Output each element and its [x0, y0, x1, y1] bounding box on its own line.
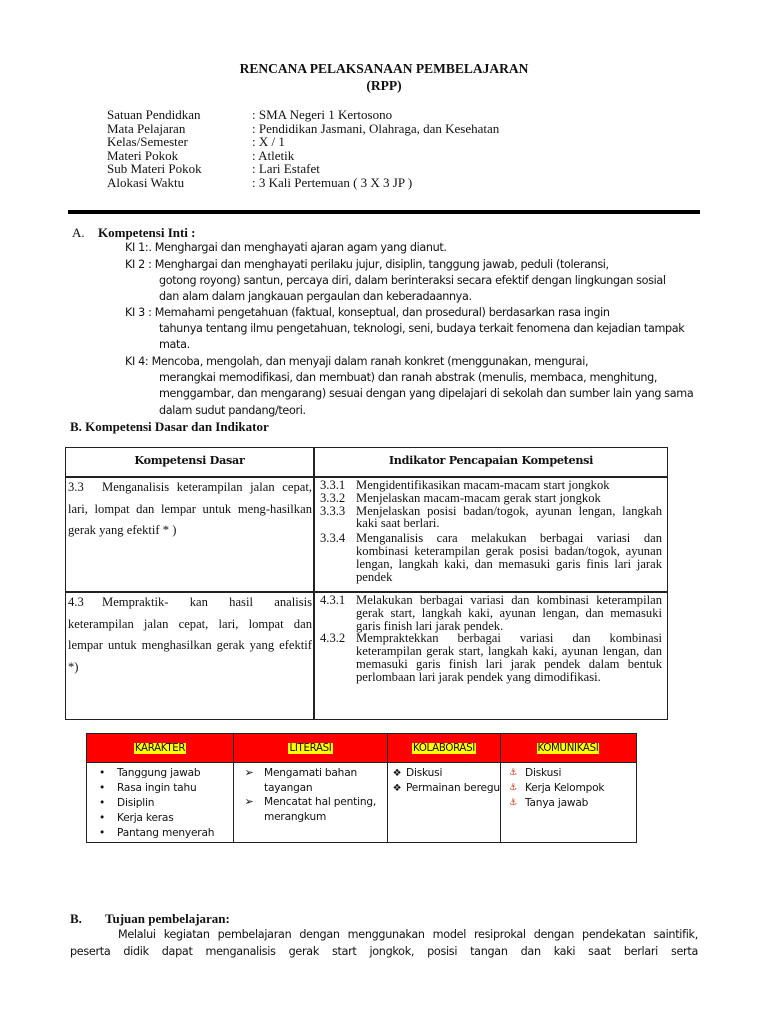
section-b-heading: B. Kompetensi Dasar dan Indikator [70, 419, 269, 434]
ki-text: Memahami pengetahuan (faktual, konseptual, dan prosedural) berdasarkan rasa ingin [154, 306, 610, 319]
ki-label: KI 2 : [125, 258, 152, 271]
kolaborasi-list [388, 766, 500, 796]
indicator-item [320, 479, 662, 492]
indicator-item [320, 505, 662, 531]
arrow-bullet-icon: ➢ [244, 766, 254, 779]
identity-row [107, 135, 499, 149]
anchor-bullet-icon: ⚓ [509, 798, 517, 808]
bullet-icon: • [98, 797, 106, 809]
ki-label: KI 3 : [125, 306, 152, 319]
list-item-text: Kerja Kelompok [525, 782, 605, 794]
ki-text: Mencoba, mengolah, dan menyaji dalam ranah konkret (menggunakan, mengurai, [151, 355, 589, 368]
column-literasi [234, 734, 388, 842]
column-header-karakter: KARAKTER [134, 743, 186, 754]
list-item-text: Tanya jawab [525, 797, 589, 809]
identity-block [107, 108, 499, 190]
ki-text: Menghargai dan menghayati perilaku jujur, disiplin, tanggung jawab, peduli (toleransi, [154, 258, 609, 271]
list-item [501, 781, 635, 796]
ki-text: Menghargai dan menghayati ajaran agam yang dianut. [154, 241, 447, 254]
identity-label: Alokasi Waktu [107, 174, 185, 190]
section-letter: A. [72, 225, 85, 240]
column-karakter [87, 734, 234, 842]
list-item [234, 795, 387, 824]
indicator-text: Melakukan berbagai variasi dan kombinasi keterampilan gerak start, langkah kaki, ayunan lengan, dan memasuki garis finish lari jarak pendek. [356, 593, 662, 633]
bullet-icon: • [98, 767, 106, 779]
indicator-cell [320, 594, 662, 684]
anchor-bullet-icon: ⚓ [509, 783, 517, 793]
indicator-number: 3.3.1 [320, 478, 346, 492]
list-item-text: Permainan beregu [406, 782, 500, 794]
diamond-bullet-icon: ❖ [392, 768, 402, 779]
kd-text: Menganalisis keterampilan jalan cepat, lari, lompat dan lempar untuk meng-hasilkan gerak yang efektif * ) [68, 480, 312, 537]
indicator-number: 3.3.4 [320, 531, 346, 546]
bullet-icon: • [98, 827, 106, 839]
anchor-bullet-icon: ⚓ [509, 768, 517, 778]
bullet-icon: • [98, 812, 106, 824]
identity-label: Materi Pokok [107, 147, 179, 163]
identity-row [107, 122, 499, 136]
ki-text-continued: merangkai memodifikasi, dan membuat) dan ranah abstrak (menulis, membaca, menghitung, menggambar, dan mengarang) sesuai dengan yang dipelajari di sekolah dan sumber lain yang sama dalam sudut pandang/teori. [159, 371, 694, 417]
indicator-item [320, 632, 662, 683]
ki-item-4 [125, 354, 695, 419]
indicator-item [320, 492, 662, 505]
column-header-kompetensi-dasar: Kompetensi Dasar [134, 453, 245, 467]
column-komunikasi [501, 734, 635, 842]
document-subtitle: (RPP) [366, 78, 402, 93]
karakter-list [87, 766, 233, 841]
identity-label: Satuan Pendidkan [107, 107, 201, 122]
ki-label: KI 1:. [125, 241, 152, 254]
column-kolaborasi [388, 734, 501, 842]
competency-table [65, 447, 668, 720]
identity-row [107, 162, 499, 176]
indicator-number: 4.3.1 [320, 593, 346, 607]
ki-item-1 [125, 240, 685, 256]
section-title: Tujuan pembelajaran: [105, 911, 230, 926]
list-item-text: Pantang menyerah [117, 827, 215, 839]
indicator-text: Menjelaskan posisi badan/togok, ayunan lengan, langkah kaki saat berlari. [356, 503, 662, 531]
section-a-heading [72, 225, 196, 241]
list-item [87, 781, 233, 796]
identity-value: : Pendidikan Jasmani, Olahraga, dan Kesehatan [252, 120, 500, 136]
kd-number: 4.3 [68, 595, 84, 609]
identity-row [107, 176, 499, 190]
identity-label: Kelas/Semester [107, 134, 188, 150]
identity-row [107, 149, 499, 163]
literasi-list [234, 766, 387, 824]
column-header-kolaborasi: KOLABORASI [413, 743, 475, 754]
tujuan-heading [70, 911, 230, 927]
diamond-bullet-icon: ❖ [392, 783, 402, 794]
column-header-komunikasi: KOMUNIKASI [537, 743, 599, 754]
identity-row [107, 108, 499, 122]
indicator-number: 3.3.3 [320, 503, 346, 518]
indicator-text: Menganalisis cara melakukan berbagai variasi dan kombinasi keterampilan gerak posisi badan/togok, ayunan lengan, langkah kaki, dan memasuki garis finis lari jarak pendek [356, 531, 662, 584]
column-header-literasi: LITERASI [289, 743, 332, 754]
list-item-text: Rasa ingin tahu [117, 782, 197, 794]
identity-value: : 3 Kali Pertemuan ( 3 X 3 JP ) [252, 174, 413, 190]
indicator-number: 3.3.2 [320, 490, 346, 505]
indicator-item [320, 532, 662, 583]
section-title: Kompetensi Inti : [98, 225, 196, 240]
list-item [87, 826, 233, 841]
bullet-icon: • [98, 782, 106, 794]
header-divider [68, 210, 700, 214]
identity-value: : SMA Negeri 1 Kertosono [252, 107, 393, 122]
list-item [501, 796, 635, 811]
list-item [234, 766, 387, 795]
ki-item-2 [125, 257, 685, 306]
ki-text-continued: gotong royong) santun, percaya diri, dalam berinteraksi secara efektif dengan lingkungan sosial dan alam dalam jangkauan pergaulan dan keberadaannya. [159, 274, 666, 304]
identity-value: : Lari Estafet [252, 161, 320, 177]
indicator-text: Mengidentifikasikan macam-macam start jongkok [356, 478, 610, 492]
list-item-text: Diskusi [525, 767, 562, 779]
kd-cell [68, 477, 312, 542]
list-item [388, 781, 500, 796]
komunikasi-list [501, 766, 635, 811]
indicator-cell [320, 479, 662, 583]
column-divider [313, 448, 315, 719]
indicator-number: 4.3.2 [320, 631, 346, 646]
list-item [87, 796, 233, 811]
list-item-text: Disiplin [117, 797, 155, 809]
list-item [87, 766, 233, 781]
document-title: RENCANA PELAKSANAAN PEMBELAJARAN [239, 61, 529, 76]
kd-cell [68, 592, 312, 678]
list-item [501, 766, 635, 781]
list-item-text: Kerja keras [117, 812, 174, 824]
column-header-indikator: Indikator Pencapaian Kompetensi [388, 453, 594, 467]
arrow-bullet-icon: ➢ [244, 795, 254, 809]
list-item-text: Tanggung jawab [117, 767, 201, 779]
list-item [87, 811, 233, 826]
section-letter: B. [70, 911, 82, 926]
indicator-item [320, 594, 662, 632]
indicator-text: Menjelaskan macam-macam gerak start jongkok [356, 490, 601, 505]
list-item-text: Mencatat hal penting, merangkum [264, 796, 377, 823]
list-item-text: Mengamati bahan tayangan [264, 767, 358, 794]
ki-label: KI 4: [125, 355, 149, 368]
kd-text: Mempraktik- kan hasil analisis keterampilan jalan cepat, lari, lompat dan lempar untuk menghasilkan gerak yang efektif *) [68, 595, 312, 674]
identity-value: : Atletik [252, 147, 295, 163]
ki-item-3 [125, 305, 695, 354]
identity-label: Mata Pelajaran [107, 120, 186, 136]
tujuan-paragraph: Melalui kegiatan pembelajaran dengan menggunakan model resiprokal dengan pendekatan saintifik, peserta didik dapat menganalisis gerak start jongkok, posisi tangan dan kaki saat berlari serta [70, 928, 698, 958]
identity-label: Sub Materi Pokok [107, 161, 202, 177]
values-table [86, 733, 637, 843]
indicator-text: Mempraktekkan berbagai variasi dan kombinasi keterampilan gerak start, langkah kaki, ayunan lengan, dan memasuki garis finish lari jarak pendek dalam bentuk perlombaan lari jarak pendek yang dimodifikasi. [356, 631, 662, 684]
list-item-text: Diskusi [406, 767, 443, 779]
ki-text-continued: tahunya tentang ilmu pengetahuan, teknologi, seni, budaya terkait fenomena dan kejadian tampak mata. [159, 322, 685, 352]
kd-number: 3.3 [68, 480, 84, 494]
list-item [388, 766, 500, 781]
identity-value: : X / 1 [252, 134, 285, 150]
